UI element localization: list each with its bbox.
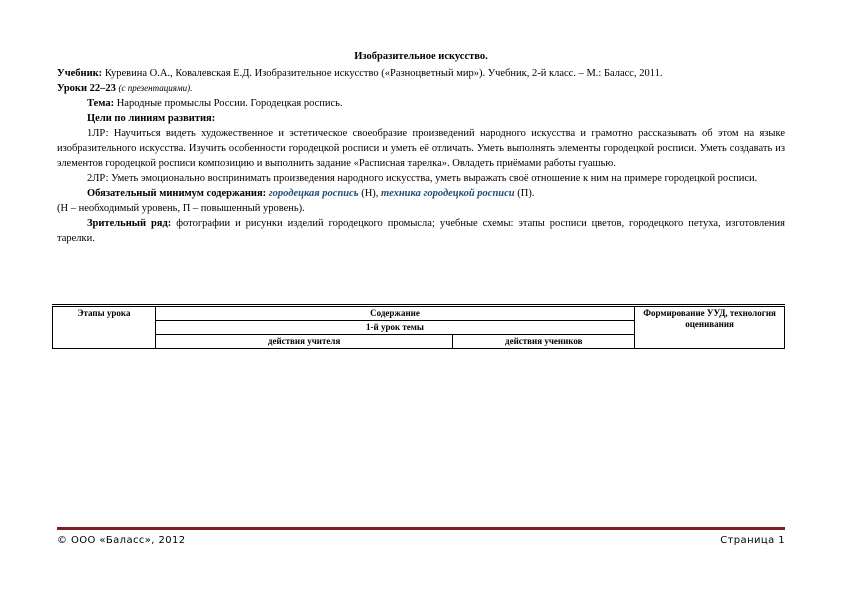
minimum-label: Обязательный минимум содержания: [87,188,267,199]
textbook-text: Куревина О.А., Ковалевская Е.Д. Изобразительное искусство («Разноцветный мир»). Учебник, 2-й класс. – М.: Баласс, 2011. [102,68,663,79]
term1-level: (Н), [358,188,382,199]
header-student-actions: действия учеников [453,335,635,349]
table-header-row [53,306,785,321]
topic-text: Народные промыслы России. Городецкая роспись. [114,98,343,109]
textbook-line [57,66,785,81]
visual-line [57,216,785,246]
lessons-label: Уроки 22–23 [57,83,116,94]
lessons-note: (с презентациями). [118,83,193,93]
textbook-label: Учебник: [57,68,103,79]
page-title: Изобразительное искусство. [354,51,488,62]
header-uud: Формирование УУД, технология оценивания [635,306,785,349]
visual-text: фотографии и рисунки изделий городецкого промысла; учебные схемы: этапы росписи цветов, городецкого петуха, изготовления тарелки. [57,218,785,244]
term-gorodets-painting[interactable]: городецкая роспись [268,188,359,199]
lesson-table [52,304,785,349]
header-teacher-actions: действия учителя [155,335,453,349]
header-stages: Этапы урока [53,306,156,349]
goal-2: 2ЛР: Уметь эмоционально воспринимать произведения народного искусства, уметь выражать своё отношение к ним на примере городецкой росписи. [87,173,758,184]
topic-line [57,96,785,111]
term2-level: (П). [514,188,535,199]
header-content: Содержание [155,306,634,321]
header-lesson-1: 1-й урок темы [155,321,634,335]
lessons-line [57,81,785,96]
goals-heading: Цели по линиям развития: [87,113,216,124]
term-painting-technique[interactable]: техника городецкой росписи [381,188,515,199]
footer-divider [57,527,785,530]
footer-copyright: © ООО «Баласс», 2012 [57,535,186,546]
minimum-line [57,186,785,201]
topic-label: Тема: [87,98,115,109]
levels-note: (Н – необходимый уровень, П – повышенный уровень). [57,203,305,214]
lesson-description [57,66,785,246]
visual-label: Зрительный ряд: [87,218,172,229]
goal-1: 1ЛР: Научиться видеть художественное и эстетическое своеобразие произведений народного искусства и грамотно рассказывать об этом на языке изобразительного искусства. Изучить особенности городецкой росписи и уметь её отличать. Уметь выполнять элементы городецкой росписи. Уметь создавать из элементов городецкой росписи композицию и выполнить задание «Расписная тарелка». Овладеть приёмами работы гуашью. [57,128,785,169]
footer-page-number: Страница 1 [720,535,785,546]
